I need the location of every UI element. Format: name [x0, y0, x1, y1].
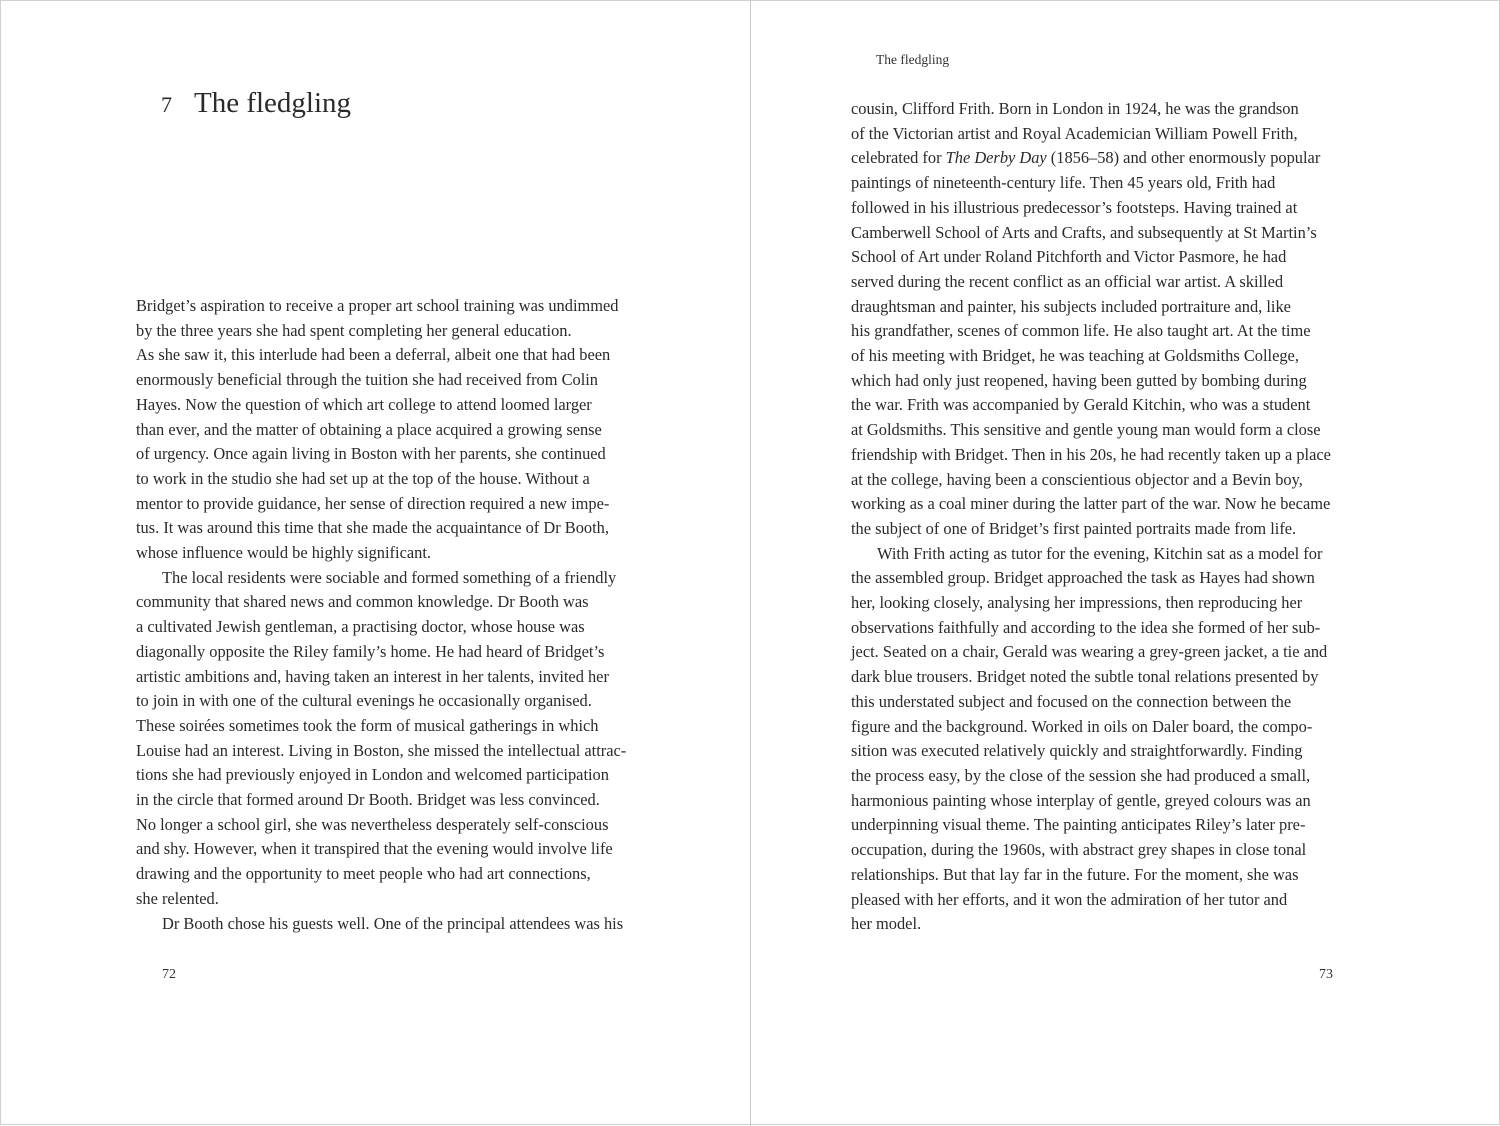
text-line: followed in his illustrious predecessor’s footsteps. Having trained at — [851, 197, 1298, 217]
text-line: underpinning visual theme. The painting anticipates Riley’s later pre- — [851, 815, 1306, 835]
text-segment: celebrated for — [851, 148, 946, 168]
text-line: at the college, having been a conscientious objector and a Bevin boy, — [851, 469, 1303, 489]
left-page — [1, 1, 750, 1126]
text-line: to work in the studio she had set up at the top of the house. Without a — [136, 468, 590, 488]
text-line: of the Victorian artist and Royal Academician William Powell Frith, — [851, 123, 1298, 143]
text-line: artistic ambitions and, having taken an interest in her talents, invited her — [136, 666, 609, 686]
text-line: whose influence would be highly significant. — [136, 543, 431, 563]
text-line: she relented. — [136, 888, 219, 908]
text-line: School of Art under Roland Pitchforth and Victor Pasmore, he had — [851, 247, 1287, 267]
text-line: of his meeting with Bridget, he was teaching at Goldsmiths College, — [851, 346, 1299, 366]
text-line: the process easy, by the close of the session she had produced a small, — [851, 765, 1311, 785]
text-line: harmonious painting whose interplay of gentle, greyed colours was an — [851, 790, 1311, 810]
text-line: With Frith acting as tutor for the evening, Kitchin sat as a model for — [877, 543, 1323, 563]
text-line: occupation, during the 1960s, with abstract grey shapes in close tonal — [851, 840, 1307, 860]
text-line: Dr Booth chose his guests well. One of the principal attendees was his — [162, 913, 624, 933]
text-line: observations faithfully and according to the idea she formed of her sub- — [851, 617, 1321, 637]
text-line: drawing and the opportunity to meet people who had art connections, — [136, 864, 591, 884]
text-line: dark blue trousers. Bridget noted the subtle tonal relations presented by — [851, 667, 1319, 687]
text-line: working as a coal miner during the latter part of the war. Now he became — [851, 494, 1331, 514]
text-segment: (1856–58) and other enormously popular — [1046, 148, 1321, 168]
text-line: this understated subject and focused on the connection between the — [851, 691, 1292, 711]
text-line: friendship with Bridget. Then in his 20s, he had recently taken up a place — [851, 444, 1331, 464]
text-line: figure and the background. Worked in oils on Daler board, the compo- — [851, 716, 1313, 736]
text-line: As she saw it, this interlude had been a deferral, albeit one that had been — [136, 345, 611, 365]
text-line: to join in with one of the cultural evenings he occasionally organised. — [136, 691, 592, 711]
text-line: paintings of nineteenth-century life. Then 45 years old, Frith had — [851, 173, 1276, 193]
running-head: The fledgling — [876, 52, 950, 67]
text-line: relationships. But that lay far in the future. For the moment, she was — [851, 864, 1299, 884]
text-line: draughtsman and painter, his subjects included portraiture and, like — [851, 296, 1291, 316]
text-line: cousin, Clifford Frith. Born in London in 1924, he was the grandson — [851, 99, 1299, 118]
italic-title: The Derby Day — [945, 148, 1047, 168]
text-line: and shy. However, when it transpired that the evening would involve life — [136, 839, 613, 859]
text-line: sition was executed relatively quickly and straightforwardly. Finding — [851, 741, 1303, 761]
text-line: enormously beneficial through the tuition she had received from Colin — [136, 370, 599, 390]
text-line: diagonally opposite the Riley family’s home. He had heard of Bridget’s — [136, 641, 605, 661]
text-line: a cultivated Jewish gentleman, a practising doctor, whose house was — [136, 617, 585, 637]
right-body-text — [851, 97, 1363, 937]
text-line: served during the recent conflict as an official war artist. A skilled — [851, 271, 1284, 291]
text-line: Bridget’s aspiration to receive a proper art school training was undimmed — [136, 296, 619, 315]
left-body-text — [136, 294, 648, 936]
text-line: in the circle that formed around Dr Booth. Bridget was less convinced. — [136, 790, 600, 810]
text-line: The local residents were sociable and formed something of a friendly — [162, 567, 617, 587]
text-line: which had only just reopened, having been gutted by bombing during — [851, 370, 1307, 390]
text-line: Camberwell School of Arts and Crafts, and subsequently at St Martin’s — [851, 222, 1317, 242]
text-line — [851, 146, 1363, 171]
text-line: her model. — [851, 914, 922, 934]
right-page — [751, 1, 1500, 1126]
text-line: the assembled group. Bridget approached the task as Hayes had shown — [851, 568, 1315, 588]
text-line: at Goldsmiths. This sensitive and gentle young man would form a close — [851, 420, 1321, 440]
text-line: community that shared news and common knowledge. Dr Booth was — [136, 592, 589, 612]
chapter-title: The fledgling — [194, 87, 352, 119]
chapter-heading — [161, 87, 351, 120]
text-line: his grandfather, scenes of common life. He also taught art. At the time — [851, 321, 1311, 341]
text-line: tus. It was around this time that she made the acquaintance of Dr Booth, — [136, 518, 609, 538]
text-line: These soirées sometimes took the form of musical gatherings in which — [136, 715, 599, 735]
text-line: the war. Frith was accompanied by Gerald Kitchin, who was a student — [851, 395, 1311, 415]
chapter-number: 7 — [161, 92, 172, 117]
text-line: Hayes. Now the question of which art college to attend loomed larger — [136, 394, 592, 414]
text-line: her, looking closely, analysing her impressions, then reproducing her — [851, 593, 1303, 613]
text-line: mentor to provide guidance, her sense of direction required a new impe- — [136, 493, 610, 513]
text-line: than ever, and the matter of obtaining a place acquired a growing sense — [136, 419, 602, 439]
text-line: pleased with her efforts, and it won the admiration of her tutor and — [851, 889, 1288, 909]
text-line: ject. Seated on a chair, Gerald was wearing a grey-green jacket, a tie and — [851, 642, 1328, 662]
page-number-left: 72 — [162, 967, 176, 982]
text-line: by the three years she had spent completing her general education. — [136, 320, 572, 340]
text-line: of urgency. Once again living in Boston with her parents, she continued — [136, 444, 606, 464]
text-line: the subject of one of Bridget’s first painted portraits made from life. — [851, 518, 1297, 538]
text-line: No longer a school girl, she was nevertheless desperately self-conscious — [136, 814, 609, 834]
text-line: Louise had an interest. Living in Boston, she missed the intellectual attrac- — [136, 740, 627, 760]
text-line: tions she had previously enjoyed in London and welcomed participation — [136, 765, 609, 785]
page-number-right: 73 — [1319, 967, 1333, 982]
